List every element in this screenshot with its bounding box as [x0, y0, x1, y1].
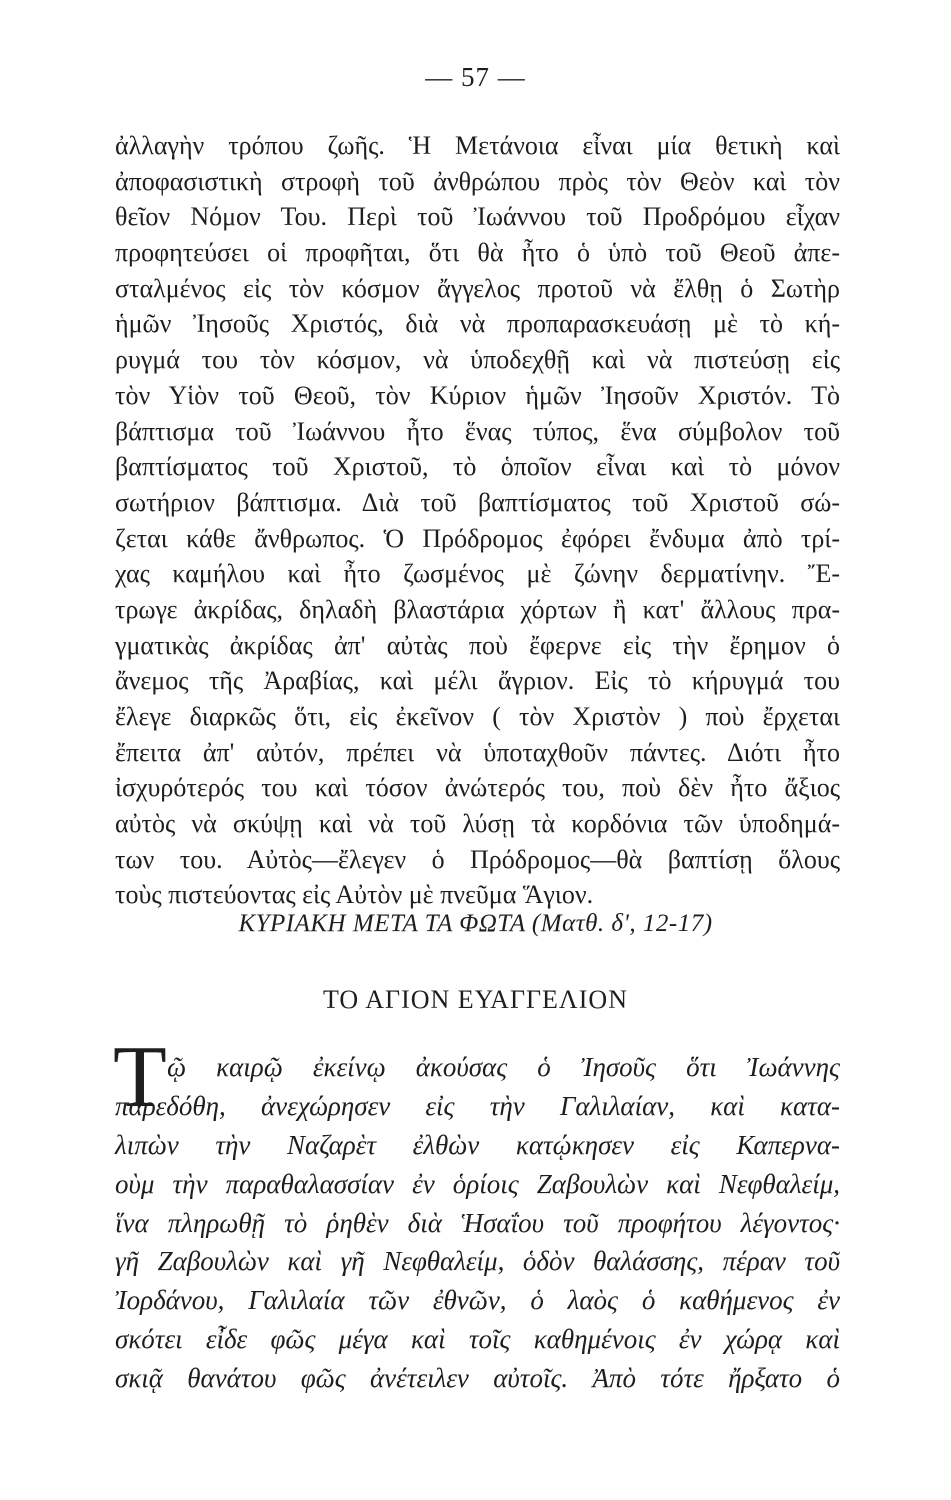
text-line: ἔλεγε διαρκῶς ὅτι, εἰς ἐκεῖνον ( τὸν Χριστὸν ) ποὺ ἔρχεται: [115, 702, 840, 731]
text-line: των του. Αὐτὸς—ἔλεγεν ὁ Πρόδρομος—θὰ βαπτίσῃ ὅλους: [115, 844, 840, 874]
page-number: — 57 —: [425, 62, 526, 92]
gospel-line: σκιᾷ θανάτου φῶς ἀνέτειλεν αὐτοῖς. Ἀπὸ τότε ἤρξατο ὁ: [115, 1363, 840, 1394]
text-line: τὸν Υἱὸν τοῦ Θεοῦ, τὸν Κύριον ἡμῶν Ἰησοῦν Χριστόν. Τὸ: [115, 380, 840, 410]
text-line: θεῖον Νόμον Του. Περὶ τοῦ Ἰωάννου τοῦ Προδρόμου εἶχαν: [115, 202, 840, 232]
text-line: ζεται κάθε ἄνθρωπος. Ὁ Πρόδρομος ἐφόρει ἔνδυμα ἀπὸ τρί-: [115, 523, 840, 553]
text-line: προφητεύσει οἱ προφῆται, ὅτι θὰ ἦτο ὁ ὑπὸ τοῦ Θεοῦ ἀπε-: [115, 238, 840, 268]
text-line: χας καμήλου καὶ ἦτο ζωσμένος μὲ ζώνην δερματίνην. Ἔ-: [115, 559, 840, 589]
gospel-text: [115, 1048, 840, 1398]
text-line: αὐτὸς νὰ σκύψῃ καὶ νὰ τοῦ λύσῃ τὰ κορδόνια τῶν ὑποδημά-: [115, 809, 840, 839]
gospel-line: ἵνα πληρωθῇ τὸ ῥηθὲν διὰ Ἡσαΐου τοῦ προφήτου λέγοντος·: [115, 1207, 840, 1238]
text-line: σωτήριον βάπτισμα. Διὰ τοῦ βαπτίσματος τοῦ Χριστοῦ σώ-: [115, 487, 840, 517]
text-line: βαπτίσματος τοῦ Χριστοῦ, τὸ ὁποῖον εἶναι καὶ τὸ μόνον: [115, 452, 840, 482]
text-line: ἔπειτα ἀπ' αὐτόν, πρέπει νὰ ὑποταχθοῦν πάντες. Διότι ἦτο: [115, 737, 840, 767]
text-line: τοὺς πιστεύοντας εἰς Αὐτὸν μὲ πνεῦμα Ἅγιον.: [115, 880, 594, 910]
text-line: ἀποφασιστικὴ στροφὴ τοῦ ἀνθρώπου πρὸς τὸν Θεὸν καὶ τὸν: [115, 166, 840, 196]
text-line: ρυγμά του τὸν κόσμον, νὰ ὑποδεχθῇ καὶ νὰ πιστεύσῃ εἰς: [115, 345, 840, 375]
gospel-line: λιπὼν τὴν Ναζαρὲτ ἐλθὼν κατῴκησεν εἰς Καπερνα-: [115, 1129, 840, 1160]
gospel-title: ΤΟ ΑΓΙΟΝ ΕΥΑΓΓΕΛΙΟΝ: [323, 985, 628, 1014]
text-line: σταλμένος εἰς τὸν κόσμον ἄγγελος προτοῦ νὰ ἔλθῃ ὁ Σωτὴρ: [115, 273, 840, 303]
drop-cap: Τ: [113, 1029, 167, 1126]
gospel-line: οὺμ τὴν παραθαλασσίαν ἐν ὁρίοις Ζαβουλὼν καὶ Νεφθαλείμ,: [115, 1168, 840, 1199]
section-heading: ΚΥΡΙΑΚΗ ΜΕΤΑ ΤΑ ΦΩΤΑ (Ματθ. δ', 12-17): [238, 910, 713, 937]
text-line: τρωγε ἀκρίδας, δηλαδὴ βλαστάρια χόρτων ἢ κατ' ἄλλους πρα-: [115, 594, 840, 624]
gospel-line: παρεδόθη, ἀνεχώρησεν εἰς τὴν Γαλιλαίαν, καὶ κατα-: [115, 1090, 840, 1121]
body-text: [115, 128, 840, 913]
gospel-line: σκότει εἶδε φῶς μέγα καὶ τοῖς καθημένοις ἐν χώρᾳ καὶ: [115, 1324, 840, 1355]
gospel-line: Ἰορδάνου, Γαλιλαία τῶν ἐθνῶν, ὁ λαὸς ὁ καθήμενος ἐν: [115, 1285, 840, 1316]
text-line: ἀλλαγὴν τρόπου ζωῆς. Ἡ Μετάνοια εἶναι μία θετικὴ καὶ: [115, 131, 840, 160]
text-line: γματικὰς ἀκρίδας ἀπ' αὐτὰς ποὺ ἔφερνε εἰς τὴν ἔρημον ὁ: [115, 630, 840, 660]
text-line: ἰσχυρότερός του καὶ τόσον ἀνώτερός του, ποὺ δὲν ἦτο ἄξιος: [115, 773, 840, 803]
gospel-line: ῷ καιρῷ ἐκείνῳ ἀκούσας ὁ Ἰησοῦς ὅτι Ἰωάννης: [167, 1052, 840, 1082]
text-line: βάπτισμα τοῦ Ἰωάννου ἦτο ἕνας τύπος, ἕνα σύμβολον τοῦ: [115, 416, 840, 446]
gospel-line: γῆ Ζαβουλὼν καὶ γῆ Νεφθαλείμ, ὁδὸν θαλάσσης, πέραν τοῦ: [115, 1246, 840, 1277]
text-line: ἄνεμος τῆς Ἀραβίας, καὶ μέλι ἄγριον. Εἰς τὸ κήρυγμά του: [115, 666, 840, 696]
text-line: ἡμῶν Ἰησοῦς Χριστός, διὰ νὰ προπαρασκευάσῃ μὲ τὸ κή-: [115, 309, 840, 339]
